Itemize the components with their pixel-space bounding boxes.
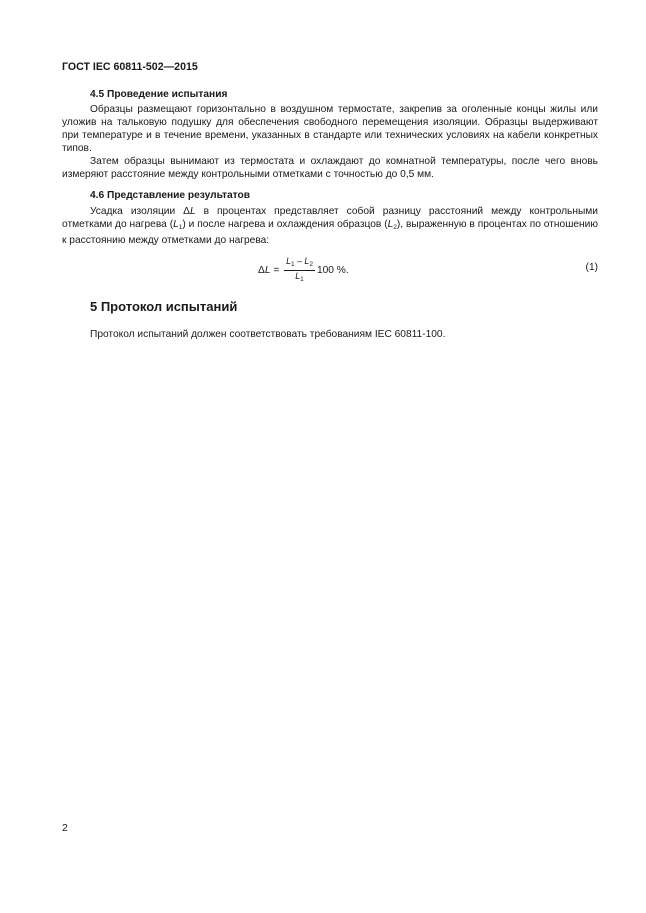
numerator-L1: L [286, 255, 292, 266]
numerator-sub-1: 1 [291, 260, 295, 268]
section-4-6-paragraph-1-text [62, 206, 598, 248]
formula-1 [258, 256, 349, 284]
subscript-1: 1 [178, 223, 183, 231]
text-part: Усадка изоляции Δ [90, 206, 190, 217]
section-4-6-title: 4.6 Представление результатов [90, 190, 250, 201]
numerator-minus: – [294, 255, 305, 266]
formula-equals: = [270, 264, 283, 276]
section-4-5-paragraph-1-text: Образцы размещают горизонтально в воздушном термостате, закрепив за оголенные концы жилы или уложив на тальковую подушку для обеспечения свободного перемещения изоляции. Образцы выдерживают при температуре и в течение времени, указанных в стандарте или технических условиях на кабели конкретных типов. [62, 104, 598, 154]
section-5-title: 5 Протокол испытаний [90, 299, 238, 314]
symbol-L: L [189, 206, 196, 217]
text-part: ), выраженную в процентах по отношению к расстоянию между отметками до нагрева: [62, 218, 598, 246]
page-number: 2 [62, 823, 68, 834]
numerator-sub-2: 2 [309, 260, 313, 268]
symbol-L2: L [387, 218, 394, 230]
formula-numerator [284, 256, 315, 271]
text-part: ) и после нагрева и охлаждения образцов ( [182, 218, 388, 230]
document-code: ГОСТ IEC 60811-502—2015 [62, 61, 198, 73]
numerator-L2: L [304, 255, 310, 266]
subscript-2: 2 [393, 223, 397, 231]
formula-fraction [284, 256, 315, 285]
formula-lhs-var: L [264, 264, 271, 276]
formula-delta: Δ [258, 264, 265, 276]
section-5-paragraph-1 [62, 329, 598, 342]
section-5-paragraph-1-text: Протокол испытаний должен соответствовать требованиям IEC 60811-100. [90, 329, 446, 340]
section-4-5-title: 4.5 Проведение испытания [90, 89, 228, 100]
formula-row [62, 256, 598, 284]
formula-denominator [295, 271, 304, 285]
section-4-6-paragraph-1 [62, 206, 598, 248]
equation-number: (1) [585, 262, 598, 273]
section-4-5-paragraph-2-text: Затем образцы вынимают из термостата и охлаждают до комнатной температуры, после чего вновь измеряют расстояние между контрольными отметками с точностью до 0,5 мм. [62, 156, 598, 180]
section-4-5-paragraph-2 [62, 156, 598, 182]
symbol-L1: L [173, 218, 179, 230]
denominator-sub-1: 1 [300, 275, 304, 283]
formula-rhs: 100 %. [316, 264, 349, 276]
denominator-L1: L [295, 270, 301, 281]
text-part: в процентах представляет собой разницу расстояний между контрольными отметками до нагрева ( [62, 206, 598, 230]
section-4-5-paragraph-1 [62, 104, 598, 156]
